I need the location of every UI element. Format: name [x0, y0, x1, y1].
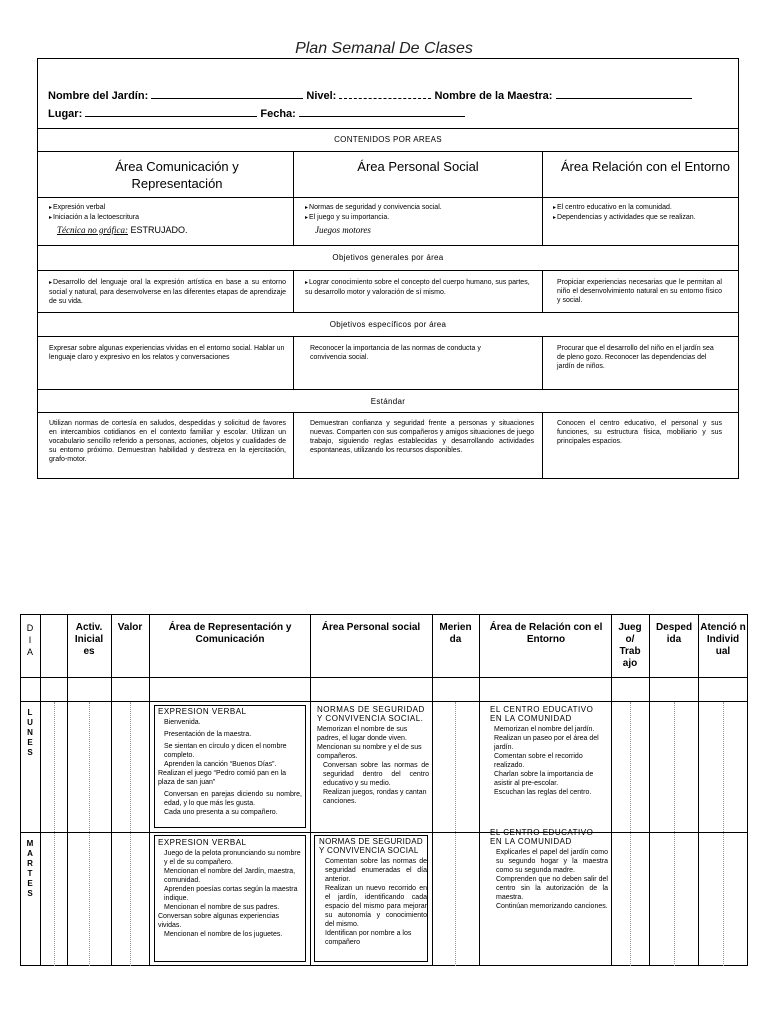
list-item: Charlan sobre la importancia de asistir al pre-escolar. [494, 771, 594, 787]
header-activ: Activ. Inicial es [74, 622, 104, 657]
list-item: Memorizan el nombre de sus padres, el lugar donde viven. [317, 726, 408, 742]
list-item: Realizan el juego “Pedro comió pan en la plaza de san juan” [158, 770, 287, 786]
objetivo-especifico-2: Reconocer la importancia de las normas de conducta y convivencia social. [310, 345, 481, 361]
list-item: Conversan en parejas diciendo su nombre, edad, y lo que más les gusta. [164, 791, 302, 807]
list-item: Bienvenida. [164, 719, 201, 726]
list-item: ▸ Normas de seguridad y convivencia social. [305, 203, 541, 213]
lugar-label: Lugar [48, 108, 79, 120]
martes-personal-heading: NORMAS DE SEGURIDAD Y CONVIVENCIA SOCIAL [319, 837, 423, 855]
fecha-label: Fecha: [260, 108, 296, 120]
list-item: Comentan sobre el recorrido realizado. [494, 753, 583, 769]
list-item: Conversan sobre algunas experiencias vividas. [158, 913, 280, 929]
list-item: ▸ Expresión verbal [49, 203, 289, 213]
header-juego: Jueg o/ Trab ajo [618, 622, 642, 669]
estandar-1: Utilizan normas de cortesía en saludos, despedidas y solicitud de favores en intercambios cotidianos en el contexto familiar y escolar. Utilizan un vocabulario sencillo referido a personas, acciones, objetos y cualidades de su entorno próximo. Demuestran habilidad y destreza en la ejercitación, grafo-motor. [49, 420, 286, 463]
jardin-field[interactable] [151, 89, 303, 99]
area-personal-items [305, 203, 541, 236]
list-item: Se sientan en círculo y dicen el nombre completo. [164, 743, 287, 759]
header-atencion: Atenció n Individ ual [700, 622, 746, 657]
header-rep: Área de Representación y Comunicación [168, 622, 292, 645]
list-item: Conversan sobre las normas de seguridad dentro del centro educativo y su medio. [323, 762, 429, 787]
list-item: Mencionan el nombre de los juguetes. [164, 931, 283, 938]
tecnica-value: ESTRUJADO. [130, 225, 188, 235]
maestra-label: Nombre de la Maestra [434, 90, 549, 102]
lunes-relacion-heading: EL CENTRO EDUCATIVO EN LA COMUNIDAD [490, 705, 594, 723]
header-despedida: Desped ida [655, 622, 693, 645]
nivel-label: Nivel: [306, 90, 337, 102]
lunes-personal-content [317, 705, 429, 806]
header-row-2: Lugar: Fecha: [48, 107, 738, 120]
area-relacion-items [553, 203, 737, 223]
objetivos-especificos-title: Objetivos específicos por área [329, 320, 447, 329]
list-item: Aprenden poesías cortas según la maestra indique. [164, 886, 298, 902]
area-comunicacion-title: Área Comunicación y Representación [115, 159, 239, 191]
estandar-3: Conocen el centro educativo, el personal y sus funciones, su estructura física, mobiliario y sus principales espacios. [557, 420, 722, 445]
list-item: Explicarles el papel del jardín como su segundo hogar y la maestra como su segunda madre. [496, 849, 608, 874]
dia-text: D I A [26, 623, 34, 657]
list-item: Identifican por nombre a los compañero [325, 930, 412, 946]
list-item: Realizan un nuevo recorrido en el jardín, identificando cada espacio del mismo para mejorar su autonomía y conocimiento del mismo. [325, 885, 427, 928]
objetivo-especifico-3: Procurar que el desarrollo del niño en el jardín sea de pleno gozo. Reconocer las dependencias del jardín de niños. [557, 345, 714, 370]
martes-personal-content [319, 837, 427, 947]
estandar-title: Estándar [370, 397, 406, 406]
list-item: ▸ El juego y su importancia. [305, 213, 541, 223]
header-personal: Área Personal social [321, 622, 421, 633]
objetivo-general-3: Propiciar experiencias necesarias que le permitan al niño el desenvolvimiento natural en su entorno físico y social. [557, 279, 722, 304]
page-title: Plan Semanal De Clases [295, 40, 473, 57]
day-lunes: L U N E S [27, 708, 33, 757]
lunes-personal-heading: NORMAS DE SEGURIDAD Y CONVIVENCIA SOCIAL. [317, 705, 425, 723]
fecha-field[interactable] [299, 107, 465, 117]
area-personal-title: Área Personal Social [357, 159, 479, 174]
objetivo-general-2: ▸ Lograr conocimiento sobre el concepto del cuerpo humano, sus partes, su desarrollo motor y valoración de sí mismo. [305, 278, 535, 297]
list-item: Realizan un paseo por el área del jardín. [494, 735, 599, 751]
jardin-label: Nombre del Jardín [48, 90, 145, 102]
martes-relacion-heading: EL CENTRO EDUCATIVO EN LA COMUNIDAD [490, 828, 594, 846]
martes-rep-content [158, 838, 302, 939]
objetivo-especifico-1: Expresar sobre algunas experiencias vividas en el entorno social. Hablar un lenguaje claro y expresivo en los relatos y conversaciones [49, 345, 285, 361]
list-item: Mencionan el nombre del Jardín, maestra, comunidad. [164, 868, 296, 884]
list-item: Mencionan el nombre de sus padres. [164, 904, 280, 911]
area-comunicacion-items [49, 203, 289, 236]
list-item: ▸ Dependencias y actividades que se realizan. [553, 213, 737, 223]
list-item: Continúan memorizando canciones. [496, 903, 608, 910]
header-valor: Valor [117, 622, 143, 633]
header-row-1: Nombre del Jardín: Nivel: Nombre de la Maestra: [48, 89, 738, 102]
list-item: Aprenden la canción “Buenos Días”. [164, 761, 277, 768]
list-item: Juego de la pelota pronunciando su nombre y el de su compañero. [164, 850, 301, 866]
header-relacion: Área de Relación con el Entorno [489, 622, 603, 645]
list-item: Realizan juegos, rondas y cantan canciones. [323, 789, 427, 805]
estandar-2: Demuestran confianza y seguridad frente a personas y situaciones nuevas. Comparten con sus compañeros y amigos situaciones de juego trabajo, siguiendo reglas establecidas y desarrollando actividades espontaneas, utilizando los recursos disponibles. [310, 420, 534, 454]
list-item: Presentación de la maestra. [164, 731, 252, 738]
list-item: ▸ El centro educativo en la comunidad. [553, 203, 737, 213]
contenidos-title: CONTENIDOS POR AREAS [334, 135, 442, 144]
maestra-field[interactable] [556, 89, 692, 99]
list-item: Comprenden que no deben salir del centro sin la autorización de la maestra. [496, 876, 608, 901]
list-item: Juegos motores [315, 225, 371, 235]
martes-relacion-content [490, 828, 608, 911]
list-item: Mencionan su nombre y el de sus compañeros. [317, 744, 422, 760]
lunes-relacion-content [490, 705, 608, 797]
list-item: Memorizan el nombre del jardín. [494, 726, 595, 733]
lunes-rep-content [158, 707, 302, 817]
header-merienda: Merien da [439, 622, 472, 645]
list-item: Comentan sobre las normas de seguridad enumeradas el día anterior. [325, 858, 427, 883]
area-relacion-title: Área Relación con el Entorno [560, 159, 730, 174]
header-dia [20, 622, 40, 658]
martes-rep-heading: EXPRESION VERBAL [158, 838, 247, 847]
plan-box [37, 58, 739, 479]
list-item: ▸ Iniciación a la lectoescritura [49, 213, 289, 223]
objetivo-general-1: ▸ Desarrollo del lenguaje oral la expresión artística en base a su entorno social y natural, para desenvolverse en las diferentes etapas de aprendizaje de su vida. [49, 278, 286, 306]
list-item: Cada uno presenta a su compañero. [164, 809, 278, 816]
list-item: Escuchan las reglas del centro. [494, 789, 592, 796]
day-martes: M A R T E S [26, 839, 34, 898]
nivel-field[interactable] [339, 89, 431, 99]
lunes-rep-heading: EXPRESION VERBAL [158, 707, 247, 716]
tecnica-label: Técnica no gráfica: [57, 225, 128, 235]
objetivos-generales-title: Objetivos generales por área [332, 253, 444, 262]
lugar-field[interactable] [85, 107, 257, 117]
